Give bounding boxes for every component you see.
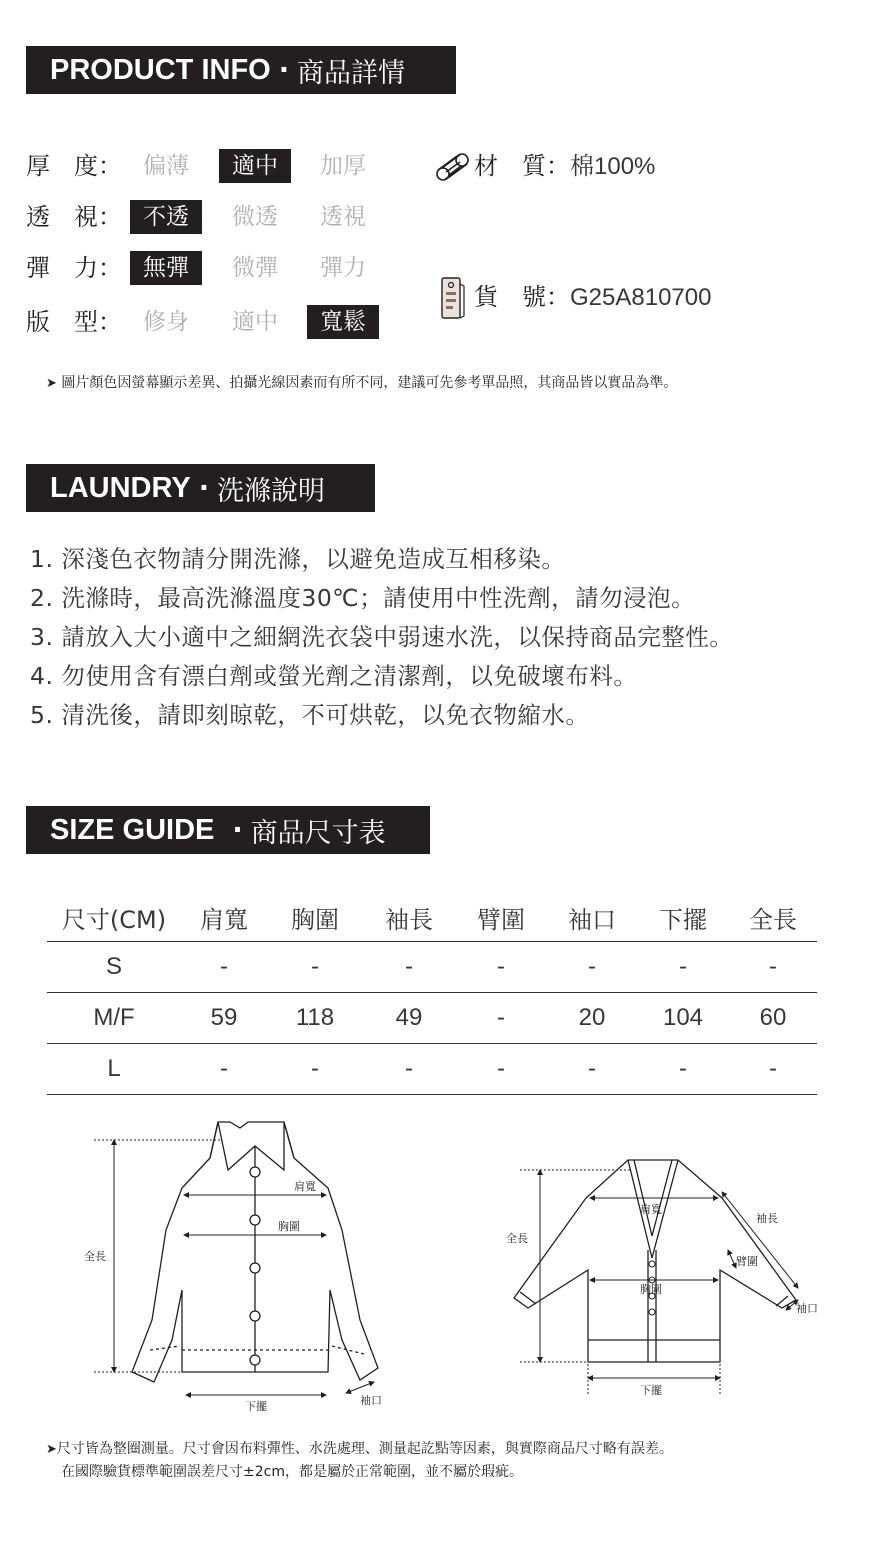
table-cell: 104: [637, 993, 729, 1044]
section-title-en: PRODUCT INFO: [50, 53, 271, 86]
attribute-label: 彈 力：: [26, 254, 122, 282]
table-row: [47, 993, 817, 1044]
table-cell: -: [455, 1044, 547, 1095]
label-length: 全長: [506, 1232, 528, 1245]
laundry-instructions: [30, 540, 733, 735]
option-slight-stretch: 微彈: [232, 255, 278, 281]
size-disclaimer: [46, 1438, 673, 1483]
product-disclaimer-text: 圖片顏色因螢幕顯示差異、拍攝光線因素而有所不同，建議可先參考單品照，其商品皆以實品為準。: [61, 375, 678, 391]
table-cell: -: [547, 942, 637, 993]
section-title-en: SIZE GUIDE: [50, 813, 215, 846]
table-cell: L: [47, 1044, 181, 1095]
column-header: 袖口: [547, 893, 637, 942]
jacket-measurement-diagram: [70, 1110, 400, 1420]
table-cell: S: [47, 942, 181, 993]
list-item: 1. 深淺色衣物請分開洗滌，以避免造成互相移染。: [30, 545, 566, 573]
section-title-zh: 洗滌說明: [216, 475, 325, 507]
option-slim: 修身: [143, 309, 189, 335]
table-cell: -: [729, 1044, 817, 1095]
attribute-label: 版 型：: [26, 308, 122, 336]
table-cell: -: [455, 942, 547, 993]
list-item: 2. 洗滌時，最高洗滌溫度30℃；請使用中性洗劑，請勿浸泡。: [30, 584, 696, 612]
label-chest: 胸圍: [640, 1283, 662, 1296]
table-cell: 118: [267, 993, 363, 1044]
section-title-en: LAUNDRY: [50, 471, 191, 504]
table-cell: -: [637, 1044, 729, 1095]
option-thin: 偏薄: [143, 153, 189, 179]
size-disclaimer-text-2: 在國際驗貨標準範圍誤差尺寸±2cm，都是屬於正常範圍，並不屬於瑕疵。: [61, 1464, 523, 1480]
table-cell: 20: [547, 993, 637, 1044]
cardigan-measurement-diagram: [500, 1150, 830, 1410]
column-header: 袖長: [363, 893, 455, 942]
table-cell: M/F: [47, 993, 181, 1044]
column-header: 肩寬: [181, 893, 267, 942]
list-item: 4. 勿使用含有漂白劑或螢光劑之清潔劑，以免破壞布料。: [30, 662, 638, 690]
table-cell: -: [267, 942, 363, 993]
material-spec: [474, 149, 655, 184]
column-header: 胸圍: [267, 893, 363, 942]
column-header: 下擺: [637, 893, 729, 942]
size-table: [47, 893, 817, 1095]
table-cell: 60: [729, 993, 817, 1044]
section-header-size-guide: [26, 806, 430, 854]
label-cuff: 袖口: [796, 1302, 818, 1315]
table-cell: -: [363, 1044, 455, 1095]
option-sheer: 透視: [320, 204, 366, 230]
thread-spool-icon: [434, 150, 472, 184]
table-row: [47, 1044, 817, 1095]
table-cell: -: [181, 1044, 267, 1095]
section-header-laundry: [26, 464, 375, 512]
option-slightly-sheer: 微透: [232, 204, 278, 230]
label-sleeve: 袖長: [756, 1212, 778, 1225]
option-stretch: 彈力: [320, 255, 366, 281]
table-cell: -: [547, 1044, 637, 1095]
measurement-lines: [94, 1140, 374, 1395]
sku-spec: [474, 280, 711, 315]
table-row: [47, 942, 817, 993]
list-item: 5. 清洗後，請即刻晾乾，不可烘乾，以免衣物縮水。: [30, 701, 590, 729]
label-shoulder: 肩寬: [294, 1180, 316, 1193]
attribute-label: 透 視：: [26, 203, 122, 231]
sku-label: 貨 號：: [474, 283, 570, 311]
size-disclaimer-text-1: 尺寸皆為整圈測量。尺寸會因布料彈性、水洗處理、測量起訖點等因素，與實際商品尺寸略有誤差。: [56, 1441, 673, 1457]
option-opaque-selected: 不透: [130, 200, 202, 234]
table-header-row: [47, 893, 817, 942]
section-title-dot: ·: [232, 814, 243, 846]
hang-tag-icon: [440, 276, 466, 320]
label-hem: 下擺: [640, 1384, 662, 1397]
table-cell: -: [267, 1044, 363, 1095]
table-cell: -: [455, 993, 547, 1044]
size-disclaimer-line-2: [46, 1461, 673, 1483]
attribute-label: 厚 度：: [26, 152, 122, 180]
table-cell: -: [181, 942, 267, 993]
column-header: 全長: [729, 893, 817, 942]
section-header-product-info: [26, 46, 456, 94]
label-arm: 臂圍: [736, 1255, 758, 1268]
table-cell: -: [637, 942, 729, 993]
arrow-icon: ➤: [46, 376, 57, 391]
column-header: 臂圍: [455, 893, 547, 942]
material-label: 材 質：: [474, 152, 570, 180]
label-shoulder: 肩寬: [640, 1203, 662, 1216]
section-title-dot: ·: [198, 472, 209, 504]
jacket-outline: [132, 1122, 378, 1382]
section-title-zh: 商品詳情: [296, 57, 405, 89]
table-cell: 49: [363, 993, 455, 1044]
column-header: 尺寸(CM): [47, 893, 181, 942]
option-loose-selected: 寬鬆: [307, 305, 379, 339]
table-cell: -: [729, 942, 817, 993]
table-cell: 59: [181, 993, 267, 1044]
option-no-stretch-selected: 無彈: [130, 251, 202, 285]
label-chest: 胸圍: [278, 1220, 300, 1233]
option-thick: 加厚: [320, 153, 366, 179]
list-item: 3. 請放入大小適中之細網洗衣袋中弱速水洗，以保持商品完整性。: [30, 623, 734, 651]
size-disclaimer-line-1: [46, 1438, 673, 1461]
arrow-icon: ➤: [46, 1442, 57, 1457]
sku-value: G25A810700: [570, 284, 712, 311]
label-hem: 下擺: [245, 1400, 267, 1413]
option-regular: 適中: [232, 309, 278, 335]
label-cuff: 袖口: [360, 1394, 382, 1407]
product-disclaimer: [46, 372, 677, 392]
material-value: 棉100%: [570, 153, 656, 180]
section-title-dot: ·: [278, 54, 289, 86]
section-title-zh: 商品尺寸表: [250, 817, 386, 849]
label-length: 全長: [84, 1250, 106, 1263]
option-medium-selected: 適中: [219, 149, 291, 183]
table-cell: -: [363, 942, 455, 993]
